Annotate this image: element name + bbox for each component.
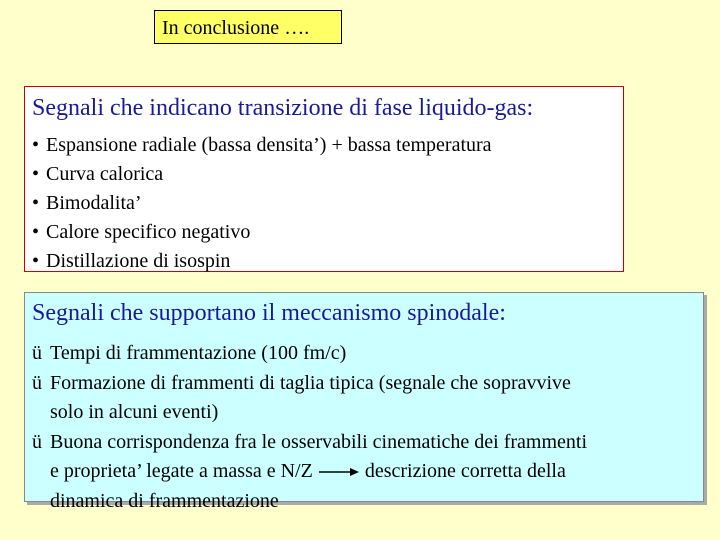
bullet-mark: • bbox=[32, 192, 40, 214]
list-item bbox=[32, 369, 703, 399]
list-item bbox=[32, 339, 703, 369]
list-item-text: Tempi di frammentazione (100 fm/c) bbox=[50, 342, 347, 364]
list-item-text: dinamica di frammentazione bbox=[50, 489, 279, 512]
list-item-text: Curva calorica bbox=[46, 163, 164, 185]
section1-list bbox=[32, 131, 623, 276]
list-item-text: Calore specifico negativo bbox=[46, 221, 251, 243]
list-item bbox=[32, 428, 703, 458]
list-item-text: Buona corrispondenza fra le osservabili cinematiche dei frammenti bbox=[50, 430, 588, 453]
list-item-continuation bbox=[32, 487, 703, 517]
arrow-right-icon bbox=[319, 466, 359, 478]
list-item-text: solo in alcuni eventi) bbox=[50, 401, 219, 423]
list-item-continuation bbox=[32, 398, 703, 428]
check-mark: ü bbox=[32, 430, 42, 453]
list-item-continuation bbox=[32, 457, 703, 487]
slide-title: In conclusione …. bbox=[154, 10, 342, 44]
section2-heading: Segnali che supportano il meccanismo spinodale: bbox=[32, 300, 506, 326]
list-item bbox=[32, 131, 623, 160]
bullet-mark: • bbox=[32, 250, 40, 272]
list-item bbox=[32, 160, 623, 189]
check-mark: ü bbox=[32, 371, 42, 394]
list-item bbox=[32, 218, 623, 247]
bullet-mark: • bbox=[32, 221, 40, 243]
bullet-mark: • bbox=[32, 163, 40, 185]
section1-heading: Segnali che indicano transizione di fase liquido-gas: bbox=[32, 95, 534, 121]
list-item bbox=[32, 189, 623, 218]
spinodal-signals-box bbox=[24, 292, 704, 512]
section2-list bbox=[32, 339, 703, 516]
check-mark: ü bbox=[32, 342, 42, 364]
list-item-text: Formazione di frammenti di taglia tipica (segnale che sopravvive bbox=[50, 371, 571, 394]
bullet-mark: • bbox=[32, 134, 40, 156]
list-item-text: Distillazione di isospin bbox=[46, 250, 231, 272]
liquid-gas-signals-box bbox=[24, 86, 624, 272]
list-item-text: descrizione corretta della bbox=[364, 460, 566, 482]
list-item-text: Espansione radiale (bassa densita’) + bassa temperatura bbox=[46, 134, 492, 156]
list-item bbox=[32, 247, 623, 276]
list-item-text: Bimodalita’ bbox=[46, 192, 142, 214]
list-item-text: e proprieta’ legate a massa e N/Z bbox=[50, 460, 313, 482]
